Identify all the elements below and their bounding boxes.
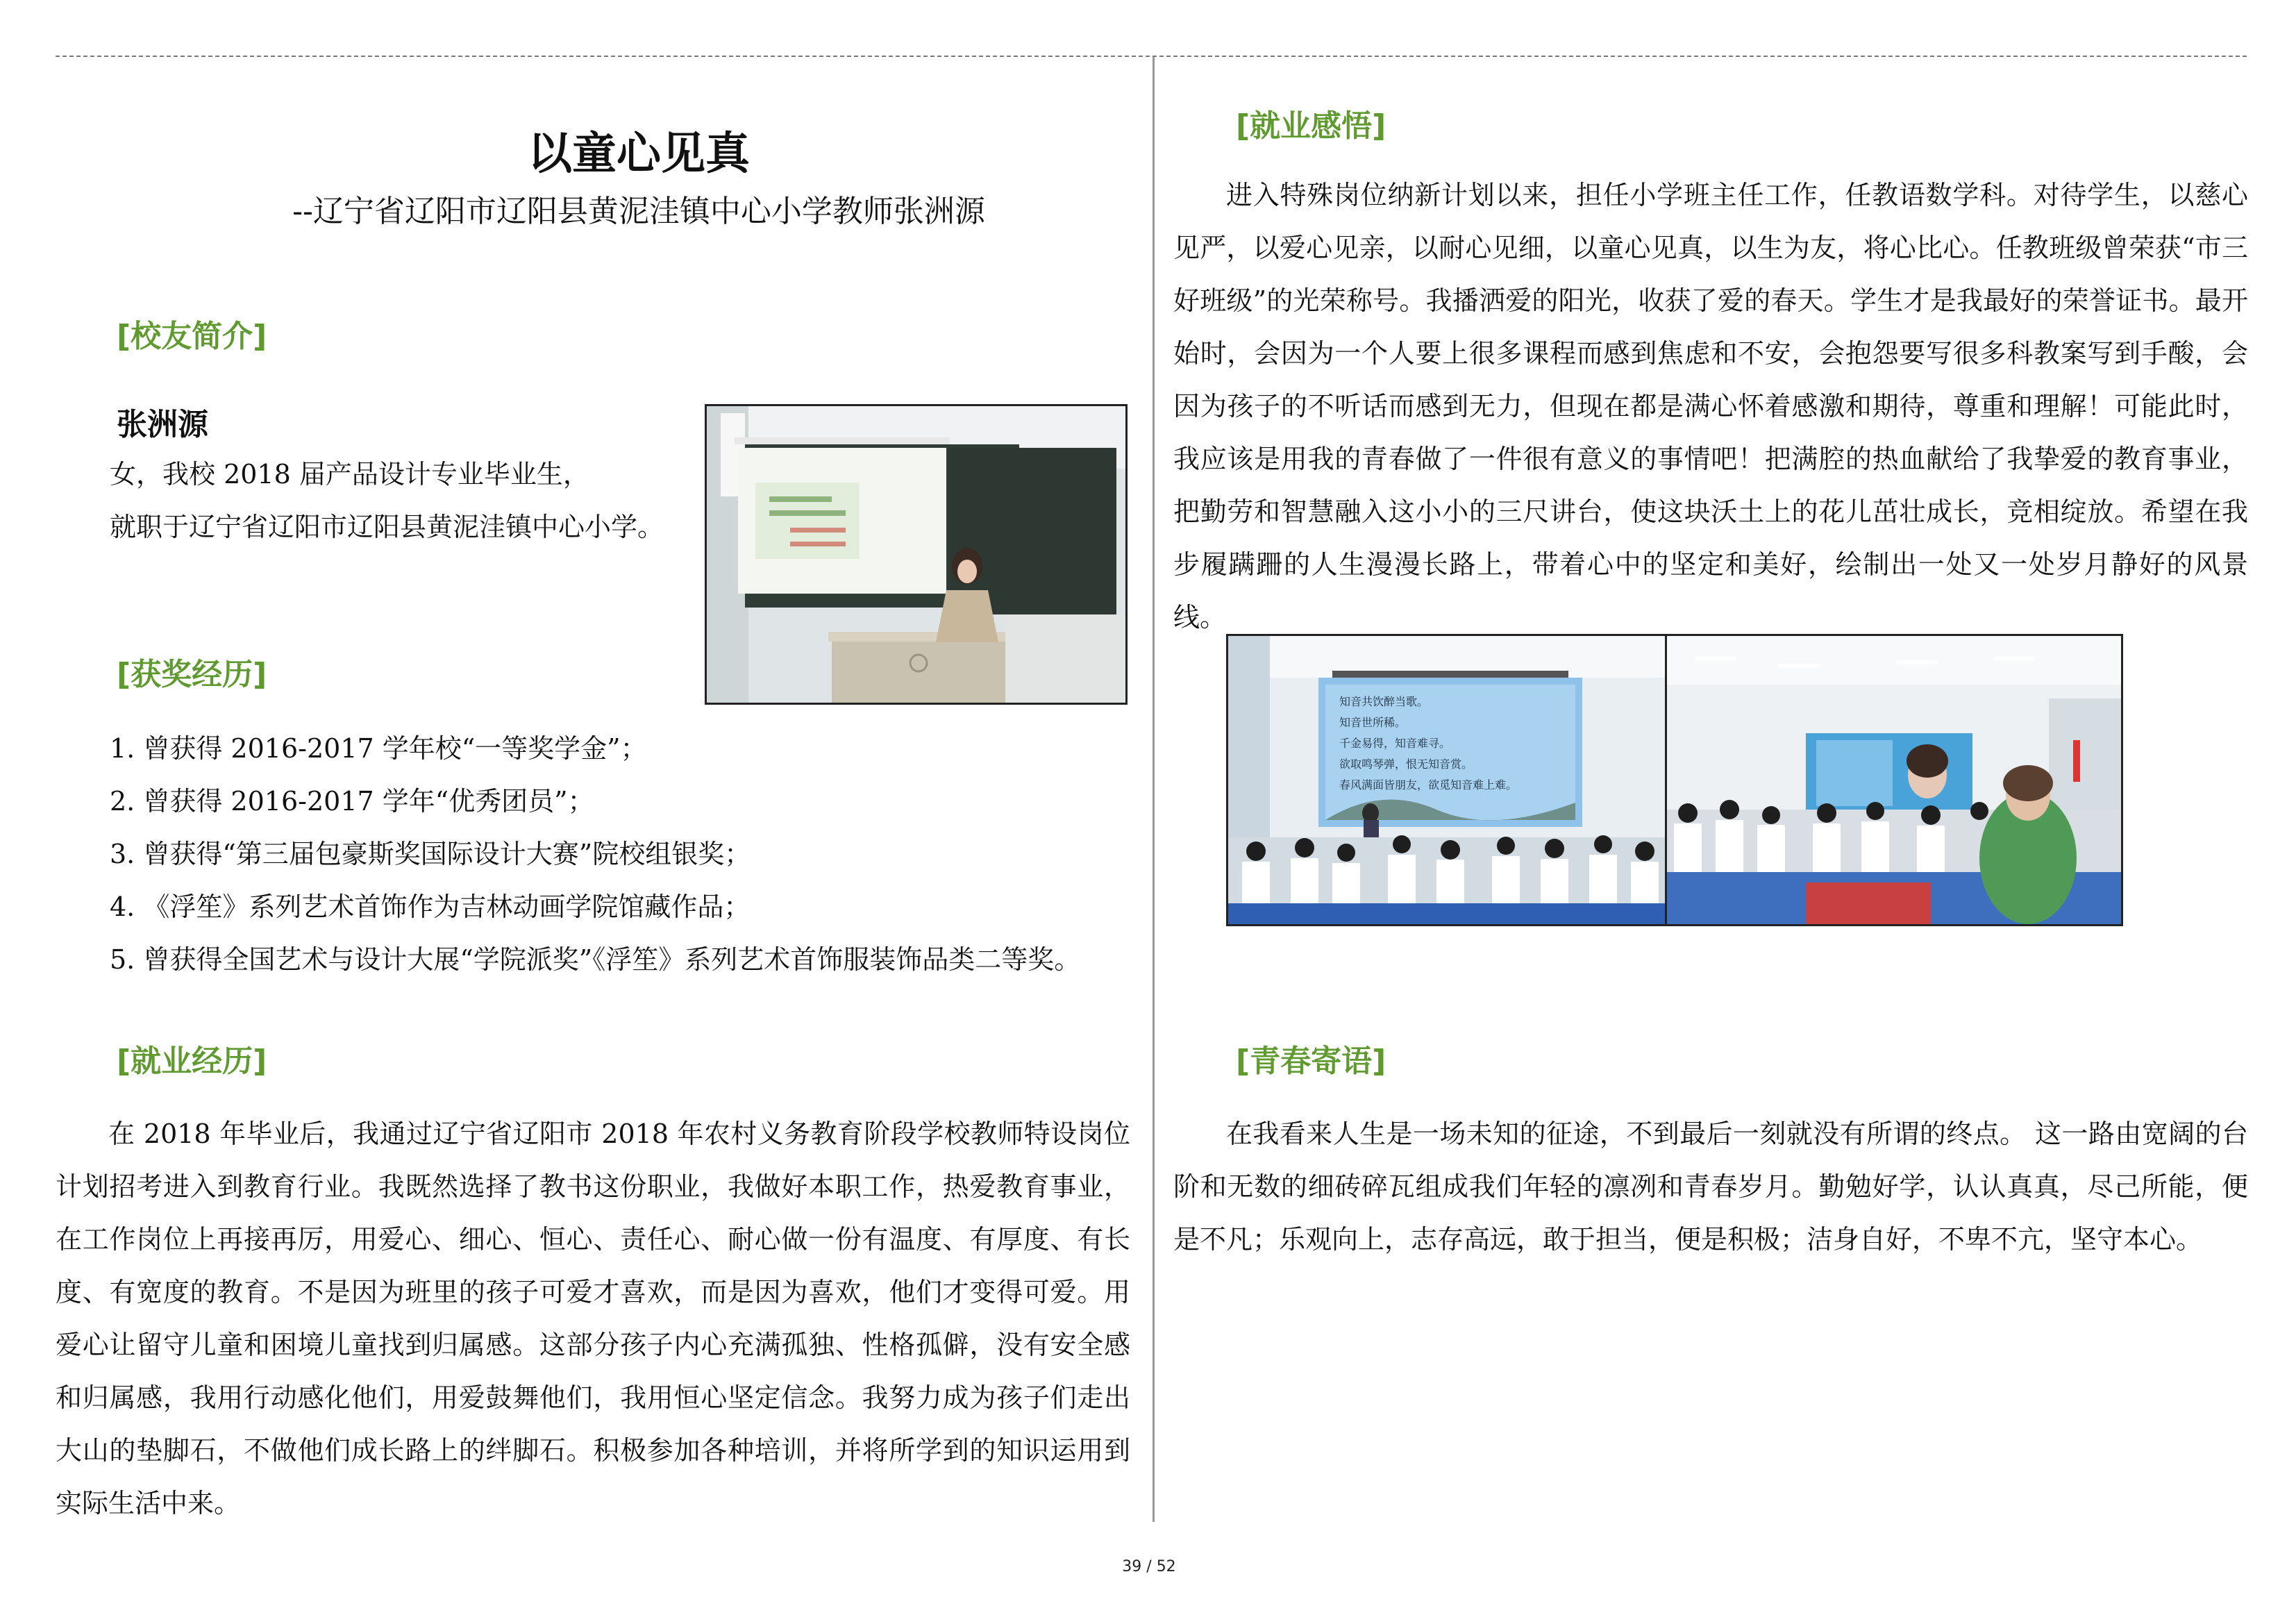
youth-paragraph xyxy=(1173,1107,2248,1266)
alumni-name: 张洲源 xyxy=(117,407,208,442)
insight-paragraph xyxy=(1173,169,2248,644)
youth-text: 在我看来人生是一场未知的征途，不到最后一刻就没有所谓的终点。 这一路由宽阔的台阶和无数的细砖碎瓦组成我们年轻的凛冽和青春岁月。勤勉好学，认认真真，尽己所能，便是不凡；乐观向上，志存高远，敢于担当，便是积极；洁身自好，不卑不亢，坚守本心。 xyxy=(1173,1119,2248,1255)
page-number: 39 / 52 xyxy=(1122,1558,1176,1575)
section-heading-career: [就业经历] xyxy=(117,1044,267,1079)
slide-line: 知音共饮醉当歌。 xyxy=(1339,695,1429,708)
classroom-photo xyxy=(705,404,1128,705)
classroom-slide-drawing xyxy=(1228,636,1667,924)
award-item: 5. 曾获得全国艺术与设计大展“学院派奖”《浮笙》系列艺术首饰服装饰品类二等奖。 xyxy=(110,944,1081,975)
career-paragraph xyxy=(56,1107,1130,1530)
section-heading-awards: [获奖经历] xyxy=(117,657,267,692)
career-text: 在 2018 年毕业后，我通过辽宁省辽阳市 2018 年农村义务教育阶段学校教师特设岗位计划招考进入到教育行业。我既然选择了教书这份职业，我做好本职工作，热爱教育事业，在工作岗位上再接再厉，用爱心、细心、恒心、责任心、耐心做一份有温度、有厚度、有长度、有宽度的教育。不是因为班里的孩子可爱才喜欢，而是因为喜欢，他们才变得可爱。用爱心让留守儿童和困境儿童找到归属感。这部分孩子内心充满孤独、性格孤僻，没有安全感和归属感，我用行动感化他们，用爱鼓舞他们，我用恒心坚定信念。我努力成为孩子们走出大山的垫脚石，不做他们成长路上的绊脚石。积极参加各种培训，并将所学到的知识运用到实际生活中来。 xyxy=(56,1119,1130,1518)
column-divider xyxy=(1153,57,1155,1522)
award-item: 2. 曾获得 2016-2017 学年“优秀团员”； xyxy=(110,786,594,817)
page-title: 以童心见真 xyxy=(528,128,750,180)
classroom-students-photo xyxy=(1665,634,2123,926)
classroom-slide-photo xyxy=(1226,634,1669,926)
classroom-students-drawing xyxy=(1667,636,2121,924)
award-item: 1. 曾获得 2016-2017 学年校“一等奖学金”； xyxy=(110,733,647,764)
section-heading-insight: [就业感悟] xyxy=(1236,108,1386,144)
slide-line: 知音世所稀。 xyxy=(1339,716,1407,729)
award-item: 3. 曾获得“第三届包豪斯奖国际设计大赛”院校组银奖； xyxy=(110,839,751,869)
slide-line: 春风满面皆朋友，欲觅知音难上难。 xyxy=(1339,778,1518,792)
section-heading-youth: [青春寄语] xyxy=(1236,1044,1386,1079)
award-item: 4. 《浮笙》系列艺术首饰作为吉林动画学院馆藏作品； xyxy=(110,891,751,922)
slide-line: 欲取鸣琴弹，恨无知音赏。 xyxy=(1339,757,1473,771)
profile-line: 女，我校 2018 届产品设计专业毕业生， xyxy=(110,459,589,489)
page-subtitle: --辽宁省辽阳市辽阳县黄泥洼镇中心小学教师张洲源 xyxy=(292,194,985,229)
insight-text: 进入特殊岗位纳新计划以来，担任小学班主任工作，任教语数学科。对待学生，以慈心见严，以爱心见亲，以耐心见细，以童心见真，以生为友，将心比心。任教班级曾荣获“市三好班级”的光荣称号。我播洒爱的阳光，收获了爱的春天。学生才是我最好的荣誉证书。最开始时，会因为一个人要上很多课程而感到焦虑和不安，会抱怨要写很多科教案写到手酸，会因为孩子的不听话而感到无力，但现在都是满心怀着感激和期待，尊重和理解！可能此时，我应该是用我的青春做了一件很有意义的事情吧！把满腔的热血献给了我挚爱的教育事业，把勤劳和智慧融入这小小的三尺讲台，使这块沃土上的花儿茁壮成长，竞相绽放。希望在我步履蹒跚的人生漫漫长路上，带着心中的坚定和美好，绘制出一处又一处岁月静好的风景线。 xyxy=(1173,180,2248,633)
awards-list xyxy=(110,722,1144,986)
top-rule xyxy=(56,56,2247,57)
profile-intro xyxy=(110,448,700,553)
section-heading-profile: [校友简介] xyxy=(117,319,267,354)
slide-line: 千金易得，知音难寻。 xyxy=(1339,737,1451,750)
classroom-photo-drawing xyxy=(707,406,1125,703)
profile-line: 就职于辽宁省辽阳市辽阳县黄泥洼镇中心小学。 xyxy=(110,512,664,542)
